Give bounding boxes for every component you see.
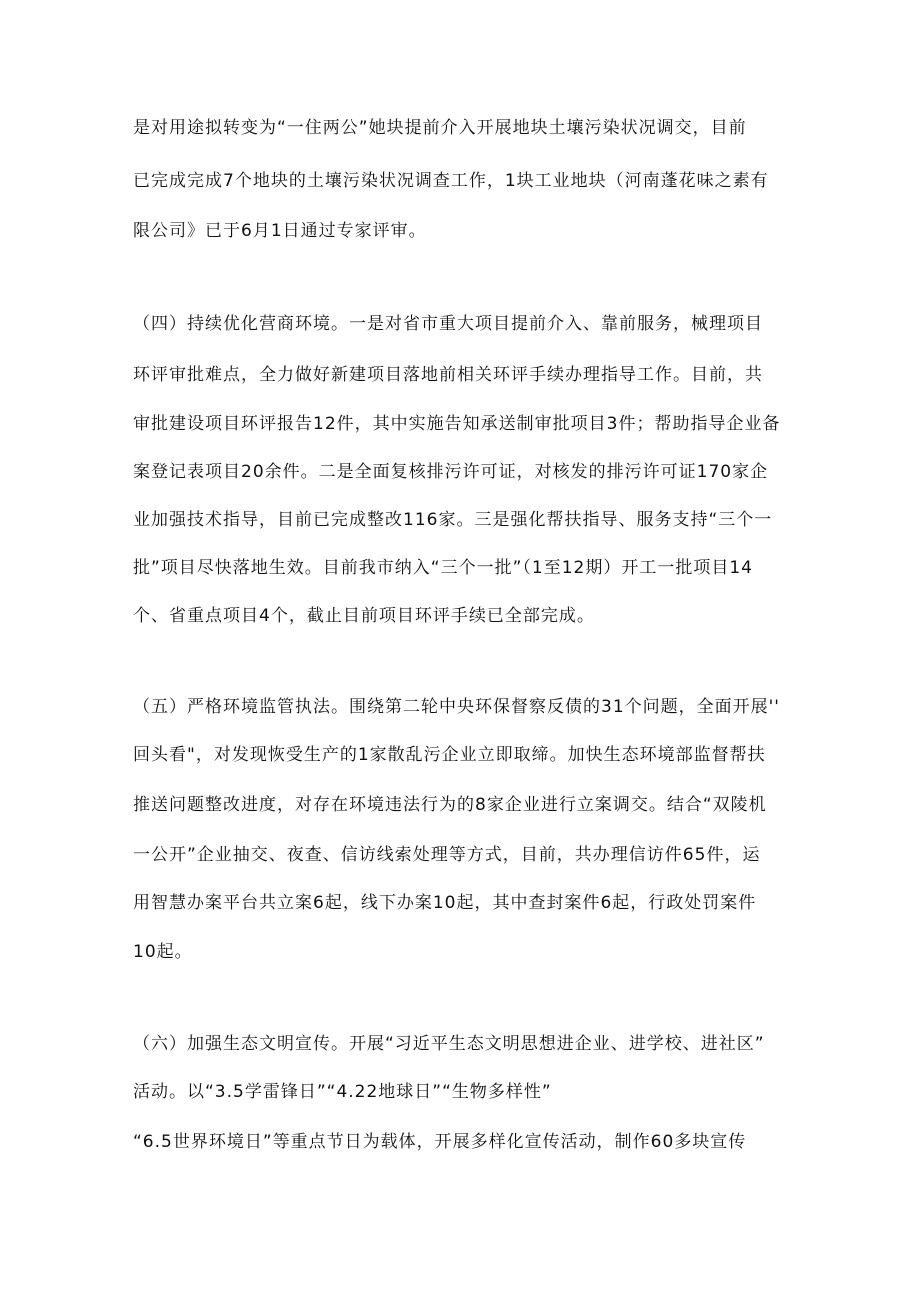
paragraph-2-line-6: 批”项目尽快落地生效。目前我市纳入“三个一批”（1至12期）开工一批项目14 (133, 558, 753, 578)
paragraph-3-line-3: 推送问题整改进度，对存在环境违法行为的8家企业进行立案调交。结合“双陵机 (133, 795, 767, 815)
paragraph-2-line-4: 案登记表项目20余件。二是全面复核排污许可证，对核发的排污许可证170家企 (133, 462, 769, 482)
paragraph-1-line-3: 限公司》已于6月1日通过专家评审。 (133, 221, 427, 241)
paragraph-2-line-3: 审批建设项目环评报告12件，其中实施告知承送制审批项目3件；帮助指导企业备 (133, 414, 781, 434)
paragraph-1-line-2: 已完成完成7个地块的土壤污染状况调查工作，1块工业地块（河南蓬花味之素有 (133, 171, 769, 191)
paragraph-4-line-1: （六）加强生态文明宣传。开展“习近平生态文明思想进企业、进学校、进社区” (133, 1034, 765, 1054)
paragraph-2-line-7: 个、省重点项目4个，截止目前项目环评手续已全部完成。 (133, 606, 595, 626)
paragraph-1-line-1: 是对用途拟转变为“一住两公”她块提前介入开展地块土壤污染状况调交，目前 (133, 118, 747, 138)
paragraph-3-line-5: 用智慧办案平台共立案6起，线下办案10起，其中查封案件6起，行政处罚案件 (133, 893, 757, 913)
paragraph-3-line-4: 一公开”企业抽交、夜查、信访线索处理等方式，目前，共办理信访件65件，运 (133, 845, 761, 865)
paragraph-4-line-3: “6.5世界环境日”等重点节日为载体，开展多样化宣传活动，制作60多块宣传 (133, 1132, 747, 1152)
paragraph-2-line-2: 环评审批难点，全力做好新建项目落地前相关环评手续办理指导工作。目前，共 (133, 365, 763, 385)
paragraph-3-line-1: （五）严格环境监管执法。围绕第二轮中央环保督察反债的31个问题，全面开展'' (133, 697, 780, 717)
paragraph-2-line-1: （四）持续优化营商环境。一是对省市重大项目提前介入、靠前服务，械理项目 (133, 314, 763, 334)
paragraph-2-line-5: 业加强技术指导，目前已完成整改116家。三是强化帮扶指导、服务支持“三个一 (133, 510, 773, 530)
paragraph-4-line-2: 活动。以“3.5学雷锋日”“4.22地球日”“生物多样性” (133, 1082, 552, 1102)
paragraph-3-line-6: 10起。 (133, 942, 193, 962)
paragraph-3-line-2: 回头看"，对发现恢受生产的1家散乱污企业立即取缔。加快生态环境部监督帮扶 (133, 745, 766, 765)
